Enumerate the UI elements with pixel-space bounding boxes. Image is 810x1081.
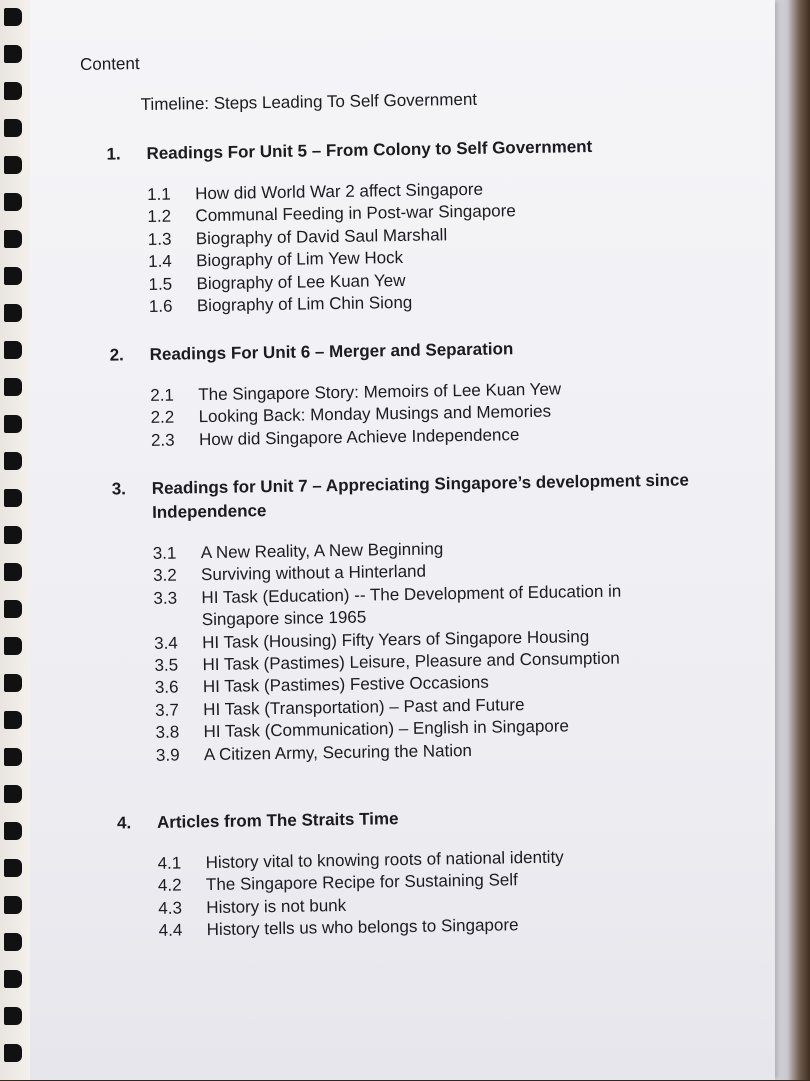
section-items [147,175,749,319]
timeline-entry: Timeline: Steps Leading To Self Government [140,89,478,115]
item-number: 3.3 [153,588,178,608]
section-number: 4. [116,813,132,833]
item-text: HI Task (Pastimes) Festive Occasions [202,673,489,697]
item-text: How did Singapore Achieve Independence [198,424,520,449]
item-number: 4.3 [158,898,183,918]
item-text: HI Task (Education) -- The Development of Education in Singapore since 1965 [201,581,622,630]
item-text: HI Task (Communication) – English in Singapore [203,716,570,742]
section-title: Articles from The Straits Time [156,809,399,832]
section-title: Readings for Unit 7 – Appreciating Singapore’s development since Independence [151,470,690,522]
item-text: HI Task (Transportation) – Past and Future [203,694,525,719]
item-number: 3.5 [154,655,179,675]
section-1 [106,133,749,319]
item-text: The Singapore Recipe for Sustaining Self [205,870,518,895]
item-text: Biography of Lee Kuan Yew [196,270,406,293]
item-text: A Citizen Army, Securing the Nation [203,740,473,764]
item-number: 4.4 [158,920,183,941]
section-items [157,843,758,942]
item-number: 3.2 [152,565,177,586]
item-text: A New Reality, A New Beginning [200,539,444,563]
item-number: 1.2 [147,206,172,227]
item-number: 2.3 [150,430,175,450]
section-items [150,376,751,453]
item-number: 1.4 [148,251,172,272]
item-text: The Singapore Story: Memoirs of Lee Kuan Yew [198,379,562,405]
item-text: How did World War 2 affect Singapore [194,179,484,204]
item-text: Looking Back: Monday Musings and Memories [198,402,552,427]
section-title: Readings For Unit 6 – Merger and Separation [149,339,514,364]
item-text: Surviving without a Hinterland [200,562,427,585]
item-text: HI Task (Housing) Fifty Years of Singapore Housing [202,626,590,652]
item-text: Biography of Lim Chin Siong [196,292,413,316]
item-text: HI Task (Pastimes) Leisure, Pleasure and Consumption [202,648,620,675]
item-number: 3.7 [155,700,180,720]
section-items [153,533,756,766]
item-number: 2.2 [150,407,175,428]
item-number: 4.2 [157,875,182,896]
item-number: 1.3 [147,229,172,249]
section-2 [109,334,751,453]
item-number: 3.4 [154,633,178,653]
item-number: 1.6 [148,296,173,316]
item-text: History tells us who belongs to Singapore [206,915,519,940]
item-number: 4.1 [157,853,182,873]
section-heading [109,334,749,368]
item-text: History is not bunk [206,895,347,917]
section-heading [112,468,753,526]
item-text: Biography of David Saul Marshall [195,225,448,249]
item-number: 3.9 [155,745,180,765]
section-number: 2. [109,345,124,365]
item-text: Communal Feeding in Post-war Singapore [195,201,516,226]
section-heading [117,801,757,835]
section-number: 1. [106,144,121,164]
section-4 [117,801,759,943]
item-number: 1.5 [148,274,173,294]
item-text: History vital to knowing roots of national identity [205,847,564,873]
section-title: Readings For Unit 5 – From Colony to Self Government [146,136,593,163]
item-number: 3.6 [154,677,179,698]
item-number: 3.1 [152,543,177,563]
item-text: Biography of Lim Yew Hock [196,248,404,271]
item-number: 3.8 [155,722,180,743]
item-number: 2.1 [150,385,175,405]
section-heading [106,133,746,167]
document-title: Content [79,54,140,74]
section-3 [112,468,756,768]
section-number: 3. [111,479,127,499]
item-number: 1.1 [146,184,171,204]
